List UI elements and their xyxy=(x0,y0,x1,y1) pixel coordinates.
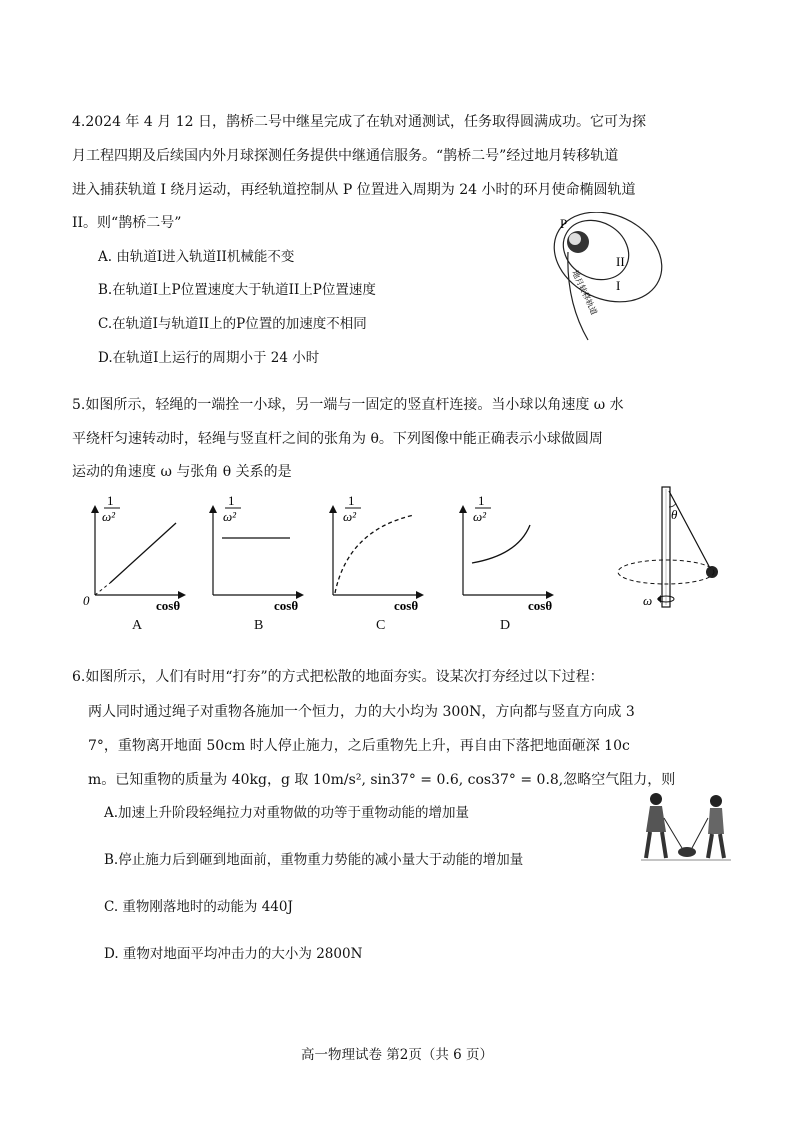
graph-c-option: C xyxy=(376,618,386,633)
graph-b-y-num: 1 xyxy=(228,493,235,508)
graph-a-option: A xyxy=(132,618,143,633)
q6-line-4: m。已知重物的质量为 40kg，g 取 10m/s², sin37° = 0.6, cos37° = 0.8,忽略空气阻力，则 xyxy=(88,772,676,788)
graph-d-x-label: cosθ xyxy=(528,598,553,613)
q5-graph-a xyxy=(80,485,190,615)
q4-line-2: 月工程四期及后续国内外月球探测任务提供中继通信服务。“鹊桥二号”经过地月转移轨道 xyxy=(72,148,619,164)
graph-c-x-label: cosθ xyxy=(394,598,419,613)
graph-c-y-den: ω² xyxy=(343,509,357,524)
q5-graph-b xyxy=(198,485,308,615)
q6-line-2: 两人同时通过绳子对重物各施加一个恒力，力的大小均为 300N，方向都与竖直方向成 3 xyxy=(88,704,635,720)
q6-option-d: D. 重物对地面平均冲击力的大小为 2800N xyxy=(104,946,363,962)
q5-graph-d xyxy=(448,485,568,615)
graph-d-option: D xyxy=(500,618,511,633)
orbit-ii-label: II xyxy=(616,254,625,269)
graph-b-y-den: ω² xyxy=(223,509,237,524)
graph-d-y-num: 1 xyxy=(478,493,485,508)
q6-option-a: A.加速上升阶段轻绳拉力对重物做的功等于重物动能的增加量 xyxy=(104,805,470,821)
graph-a-x-label: cosθ xyxy=(156,598,181,613)
q4-line-4: II。则“鹊桥二号” xyxy=(72,215,182,231)
q5-line-1: 5.如图所示，轻绳的一端拴一小球，另一端与一固定的竖直杆连接。当小球以角速度 ω 水 xyxy=(72,397,624,413)
page-footer: 高一物理试卷 第2页（共 6 页） xyxy=(300,1047,494,1063)
graph-a-y-den: ω² xyxy=(102,509,116,524)
q4-option-b: B.在轨道I上P位置速度大于轨道II上P位置速度 xyxy=(98,282,376,298)
pendulum-theta-label: θ xyxy=(671,507,678,522)
q6-option-b: B.停止施力后到砸到地面前，重物重力势能的减小量大于动能的增加量 xyxy=(104,852,524,868)
q4-option-d: D.在轨道I上运行的周期小于 24 小时 xyxy=(98,350,320,366)
graph-c-y-num: 1 xyxy=(348,493,355,508)
q4-orbit-figure xyxy=(548,212,670,362)
graph-b-x-label: cosθ xyxy=(274,598,299,613)
q6-line-3: 7°，重物离开地面 50cm 时人停止施力，之后重物先上升，再自由下落把地面砸深 10c xyxy=(88,738,630,754)
graph-d-y-den: ω² xyxy=(473,509,487,524)
q5-pendulum-figure xyxy=(615,485,745,615)
orbit-p-label: P xyxy=(560,216,568,231)
orbit-i-label: I xyxy=(616,278,621,293)
q4-line-3: 进入捕获轨道 I 绕月运动，再经轨道控制从 P 位置进入周期为 24 小时的环月使命椭圆轨道 xyxy=(72,182,636,198)
q5-graph-c xyxy=(318,485,428,615)
q6-line-1: 6.如图所示，人们有时用“打夯”的方式把松散的地面夯实。设某次打夯经过以下过程： xyxy=(72,669,604,685)
q4-option-c: C.在轨道I与轨道II上的P位置的加速度不相同 xyxy=(98,316,367,332)
transfer-orbit-label: 地月转移轨道 xyxy=(570,269,599,317)
q5-line-3: 运动的角速度 ω 与张角 θ 关系的是 xyxy=(72,464,292,480)
pendulum-omega-label: ω xyxy=(643,593,653,608)
q4-option-a: A. 由轨道I进入轨道II机械能不变 xyxy=(98,249,295,265)
graph-a-origin: 0 xyxy=(83,593,90,608)
q5-line-2: 平绕杆匀速转动时，轻绳与竖直杆之间的张角为 θ。下列图像中能正确表示小球做圆周 xyxy=(72,431,603,447)
q4-line-1: 4.2024 年 4 月 12 日，鹊桥二号中继星完成了在轨对通测试，任务取得圆满成功。它可为探 xyxy=(72,114,646,130)
q6-tamping-figure xyxy=(636,790,736,870)
graph-a-y-num: 1 xyxy=(107,493,114,508)
q6-option-c: C. 重物刚落地时的动能为 440J xyxy=(104,899,293,915)
graph-b-option: B xyxy=(254,618,264,633)
